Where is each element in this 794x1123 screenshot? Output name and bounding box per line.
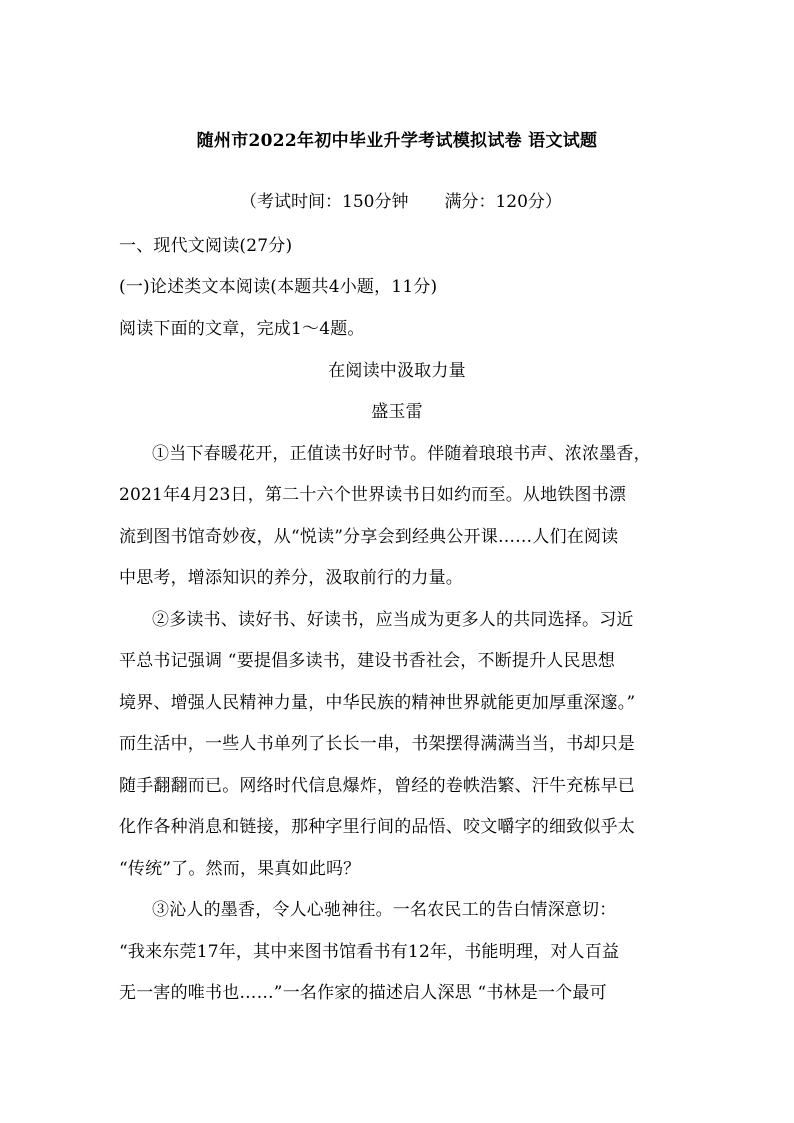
paragraph-line: ①当下春暖花开，正值读书好时节。伴随着琅琅书声、浓浓墨香， <box>152 444 651 464</box>
paragraph-line: “传统”了。然而，果真如此吗？ <box>119 859 361 879</box>
paragraph-line: 平总书记强调 “要提倡多读书，建设书香社会，不断提升人民思想 <box>119 651 616 671</box>
article-title: 在阅读中汲取力量 <box>328 361 466 381</box>
document-title: 随州市2022年初中毕业升学考试模拟试卷 语文试题 <box>196 131 598 151</box>
paragraph-line: ③沁人的墨香，令人心驰神往。一名农民工的告白情深意切： <box>152 900 617 920</box>
exam-info <box>240 191 562 213</box>
paragraph-line: 而生活中，一些人书单列了长长一串，书架摆得满满当当，书却只是 <box>119 734 635 754</box>
paragraph-line: “我来东莞17年，其中来图书馆看书有12年，书能明理，对人百益 <box>119 942 620 962</box>
reading-instruction: 阅读下面的文章，完成1～4题。 <box>119 319 365 339</box>
paragraph-line: 2021年4月23日，第二十六个世界读书日如约而至。从地铁图书漂 <box>119 485 627 505</box>
full-score: 满分：120分） <box>444 192 562 212</box>
article-author: 盛玉雷 <box>371 402 423 422</box>
section-heading: 一、现代文阅读(27分) <box>119 236 293 256</box>
paragraph-line: ②多读书、读好书、好读书，应当成为更多人的共同选择。习近 <box>152 610 634 630</box>
paragraph-line: 化作各种消息和链接，那种字里行间的品悟、咬文嚼字的细致似乎太 <box>119 817 635 837</box>
exam-time: （考试时间：150分钟 <box>240 192 409 212</box>
paragraph-line: 中思考，增添知识的养分，汲取前行的力量。 <box>119 568 463 588</box>
paragraph-line: 流到图书馆奇妙夜，从“悦读”分享会到经典公开课……人们在阅读 <box>119 527 619 547</box>
paragraph-line: 随手翻翻而已。网络时代信息爆炸，曾经的卷帙浩繁、汗牛充栋早已 <box>119 776 635 796</box>
paragraph-line: 境界、增强人民精神力量，中华民族的精神世界就能更加厚重深邃。” <box>119 693 636 713</box>
subsection-heading: (一)论述类文本阅读(本题共4小题，11分) <box>119 277 438 297</box>
paragraph-line: 无一害的唯书也……”一名作家的描述启人深思 “书林是一个最可 <box>119 983 607 1003</box>
